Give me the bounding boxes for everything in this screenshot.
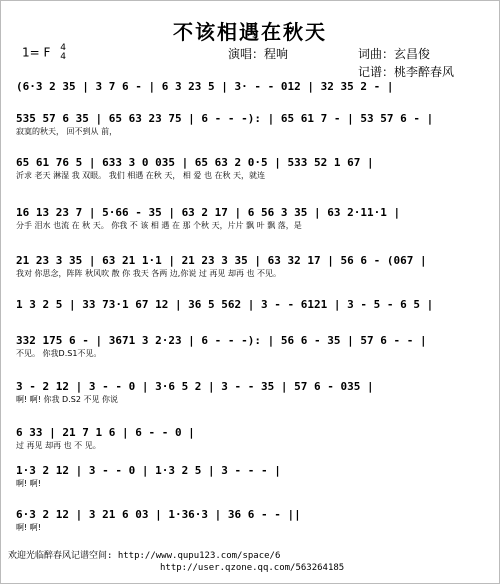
key-label: 1= F — [22, 45, 51, 60]
score-row — [16, 298, 482, 324]
lyric-line: 啊! 啊! — [16, 523, 41, 532]
lyric-line — [16, 94, 482, 106]
lyric-line: 沂求 老天 淋湿 我 双眼。 我们 相遇 在秋 天， 相 爱 也 在秋 天，就连 — [16, 171, 266, 180]
lyricist-credit: 词曲：玄昌俊 — [358, 47, 431, 61]
score-row — [16, 380, 482, 406]
lyric-line — [16, 312, 482, 324]
lyric-line: 过 再见 却再 也 不 见。 — [16, 441, 101, 450]
notator-credit: 记谱：桃李醉春风 — [358, 65, 455, 79]
notation-line: 1·3 2 12 | 3 - - 0 | 1·3 2 5 | 3 - - - | — [16, 464, 281, 477]
notation-line: 6 33 | 21 7 1 6 | 6 - - 0 | — [16, 426, 195, 439]
score-row — [16, 206, 482, 232]
notation-line: 1 3 2 5 | 33 73·1 67 12 | 36 5 562 | 3 - - 6121 | 3 - 5 - 6 5 | — [16, 298, 434, 311]
lyric-line: 啊! 啊! — [16, 479, 41, 488]
song-title: 不该相遇在秋天 — [173, 20, 327, 44]
notation-line: 535 57 6 35 | 65 63 23 75 | 6 - - -): | 65 61 7 - | 53 57 6 - | — [16, 112, 434, 125]
score-row — [16, 80, 482, 106]
notation-line: 332 175 6 - | 3671 3 2·23 | 6 - - -): | 56 6 - 35 | 57 6 - - | — [16, 334, 427, 347]
lyric-line: 寂寞的秋天， 回不到从 前， — [16, 127, 118, 136]
score-row — [16, 156, 482, 182]
lyric-line: 啊! 啊! 你我 D.S2 不见 你说 — [16, 395, 118, 404]
meter-bottom: 4 — [60, 52, 66, 62]
score-row — [16, 508, 482, 534]
key-signature — [22, 44, 66, 62]
notation-line: 6·3 2 12 | 3 21 6 03 | 1·36·3 | 36 6 - - || — [16, 508, 301, 521]
notation-line: (6·3 2 35 | 3 7 6 - | 6 3 23 5 | 3· - - 012 | 32 35 2 - | — [16, 80, 394, 93]
notation-line: 21 23 3 35 | 63 21 1·1 | 21 23 3 35 | 63 32 17 | 56 6 - (067 | — [16, 254, 427, 267]
singer-credit: 演唱：程响 — [228, 47, 289, 61]
meter-top: 4 — [60, 43, 66, 53]
score-row — [16, 334, 482, 360]
notation-line: 3 - 2 12 | 3 - - 0 | 3·6 5 2 | 3 - - 35 | 57 6 - 035 | — [16, 380, 374, 393]
footer-line-2: http://user.qzone.qq.com/563264185 — [160, 563, 345, 573]
score-row — [16, 254, 482, 280]
score-row — [16, 464, 482, 490]
score-row — [16, 112, 482, 138]
footer-line-1: 欢迎光临醉春风记谱空间: http://www.qupu123.com/space/6 — [8, 551, 281, 561]
lyric-line: 分手 泪水 也流 在 秋 天。 你我 不 该 相 遇 在 那 个秋 天，片片 飘 叶 飘 落，是 — [16, 221, 302, 230]
notation-line: 16 13 23 7 | 5·66 - 35 | 63 2 17 | 6 56 3 35 | 63 2·11·1 | — [16, 206, 401, 219]
notation-line: 65 61 76 5 | 633 3 0 035 | 65 63 2 0·5 | 533 52 1 67 | — [16, 156, 374, 169]
score-row — [16, 426, 482, 452]
time-signature — [60, 44, 66, 62]
lyric-line: 我对 你思念，阵阵 秋风吹 散 你 我天 各两 边,你说 过 再见 却再 也 不见。 — [16, 269, 282, 278]
lyric-line: 不见。 你我D.S1不见。 — [16, 349, 102, 358]
